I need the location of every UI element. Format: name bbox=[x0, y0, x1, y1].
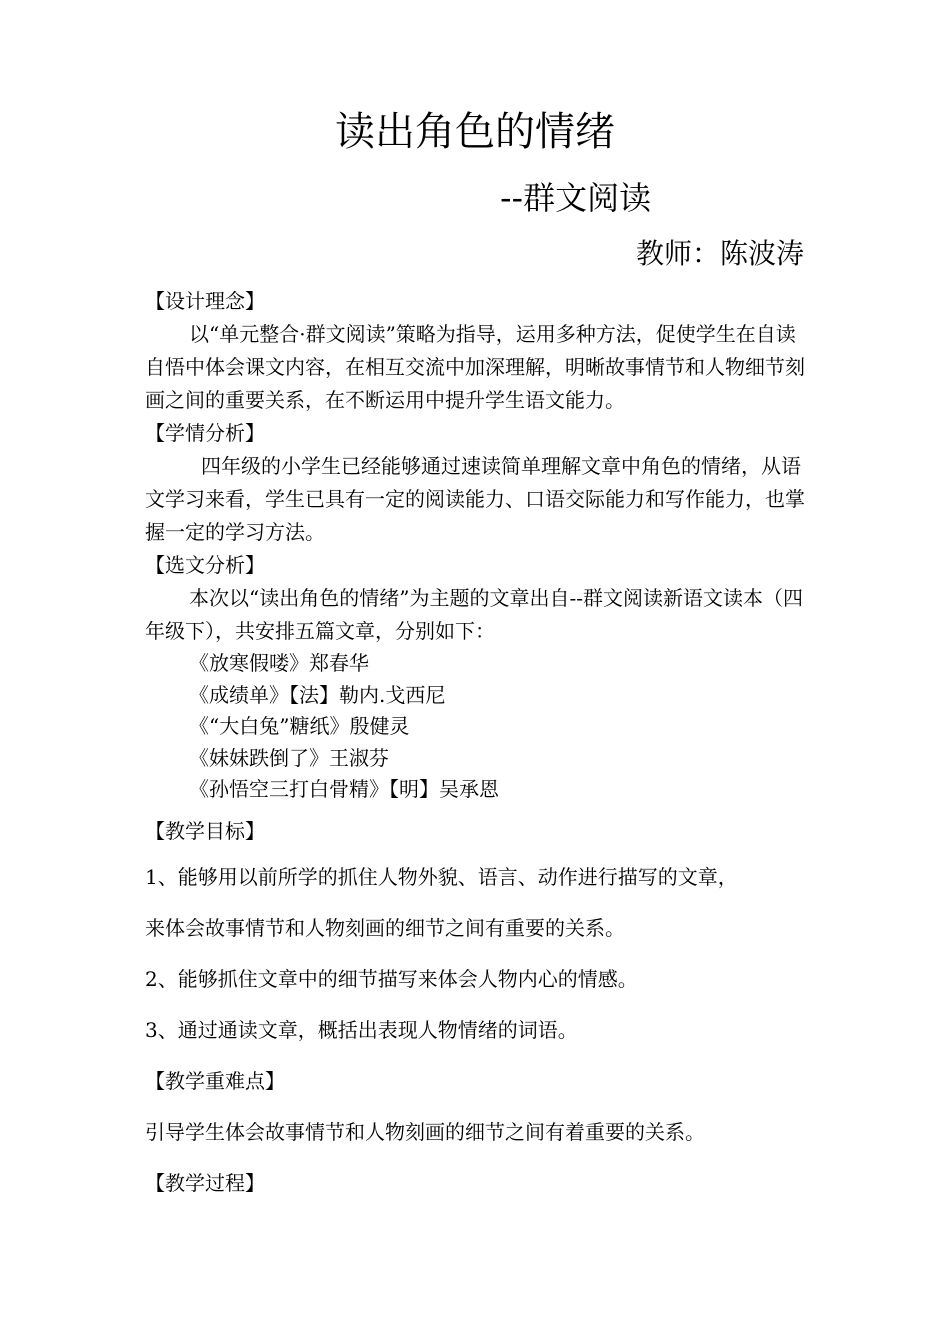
book-item: 《成绩单》【法】勒内.戈西尼 bbox=[189, 682, 446, 707]
document-body bbox=[145, 285, 810, 1209]
teacher-name: 教师：陈波涛 bbox=[635, 237, 804, 270]
document-title: 读出角色的情绪 bbox=[335, 109, 615, 155]
analysis-paragraph: 四年级的小学生已经能够通过速读简单理解文章中角色的情绪，从语文学习来看，学生已具有一定的阅读能力、口语交际能力和写作能力，也掌握一定的学习方法。 bbox=[145, 454, 805, 544]
section-heading-design: 【设计理念】 bbox=[145, 289, 265, 313]
goal-line: 1、能够用以前所学的抓住人物外貌、语言、动作进行描写的文章， bbox=[145, 864, 738, 889]
section-heading-selection: 【选文分析】 bbox=[145, 553, 265, 577]
section-heading-process: 【教学过程】 bbox=[145, 1170, 265, 1195]
book-item: 《放寒假喽》郑春华 bbox=[189, 651, 369, 675]
book-item: 《孙悟空三打白骨精》【明】吴承恩 bbox=[189, 777, 499, 802]
book-item: 《“大白兔”糖纸》殷健灵 bbox=[189, 714, 410, 739]
section-heading-goals: 【教学目标】 bbox=[145, 818, 265, 843]
goal-line: 来体会故事情节和人物刻画的细节之间有重要的关系。 bbox=[145, 915, 625, 940]
section-heading-keypoints: 【教学重难点】 bbox=[145, 1068, 285, 1093]
goals-list bbox=[145, 852, 810, 1056]
section-heading-analysis: 【学情分析】 bbox=[145, 421, 265, 445]
design-paragraph: 以“单元整合·群文阅读”策略为指导，运用多种方法，促使学生在自读自悟中体会课文内容，在相互交流中加深理解，明晰故事情节和人物细节刻画之间的重要关系，在不断运用中提升学生语文能力。 bbox=[145, 322, 805, 412]
book-list bbox=[145, 648, 810, 806]
selection-paragraph: 本次以“读出角色的情绪”为主题的文章出自--群文阅读新语文读本（四年级下），共安排五篇文章，分别如下： bbox=[145, 586, 803, 643]
keypoints-paragraph: 引导学生体会故事情节和人物刻画的细节之间有着重要的关系。 bbox=[145, 1119, 705, 1144]
goal-line: 3、通过通读文章，概括出表现人物情绪的词语。 bbox=[145, 1017, 578, 1042]
document-subtitle: --群文阅读 bbox=[500, 179, 652, 217]
goal-line: 2、能够抓住文章中的细节描写来体会人物内心的情感。 bbox=[145, 966, 638, 991]
book-item: 《妹妹跌倒了》王淑芬 bbox=[189, 745, 389, 770]
